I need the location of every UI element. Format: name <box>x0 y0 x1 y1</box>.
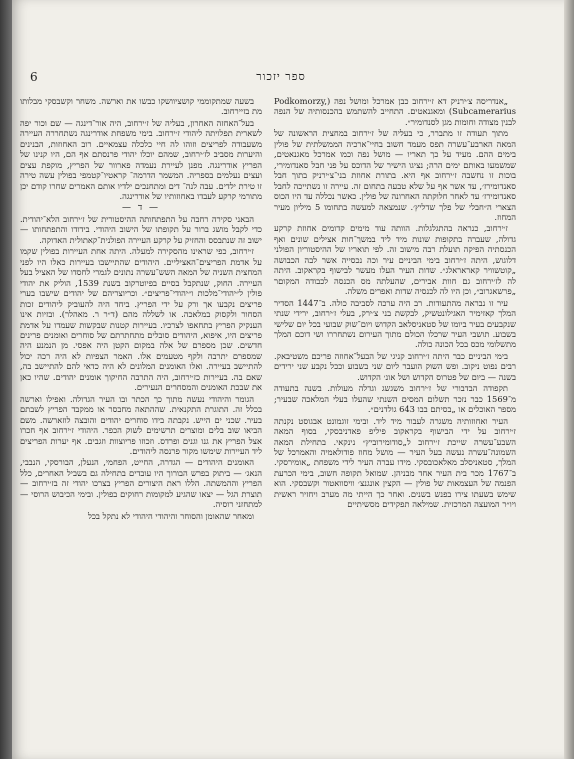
text-column-right <box>274 96 516 736</box>
paragraph: ז׳ירחוב, כנראה בהתגלגלות. הוותה עוד מימים קדומים אחוזת קרקע גדולה, שעברה בתקופות שונות מיד ליד במשך־חות אצילים שונים ואף הכנסתיה הפיקה תועלת רבה מישוב זה. לפי תואריו של ההיסטוריון הפולני דלוגוש, היתה ז׳ירחוב בימי הביניים עיר וכה נכסייה אשר לבה הכבושה „קוטשוויר קאראראלג״. שדות העיר העלו מעשר לבישוף בקראקוב. היתה לה לז׳ירחוב גם חוות אבירים, שהעלתה מס הכנסה לכבודה המקוםר „פרשאגרוב״, וכן היו לה לכנסיה שדות ואפרים משלה. <box>274 223 516 297</box>
page-edge <box>564 0 574 759</box>
section-marker: — ד — <box>121 202 161 213</box>
paragraph: האומנים היהודים — הגדרה, החייט, הפחמי, הנעלן, הבורסקי, הנבבי, הנאג׳ — ביתוק בפרש הבורוך היו עובדים בתחילה גם בשביל האחרים, כלל הפריץ וההמשתה. הללו ראת היצורים הפריץ בצרכו יהודי זה בז׳ירחוב — תוצרת הגל — יצאו שהגיע למקומות רחוקים בפולין. ובימי הכיבוש הרוסי — למתחזני רוסיה. <box>20 457 262 510</box>
book-gutter-shadow <box>0 0 12 759</box>
paragraph: „אנדריסה צ׳ירניק דא ז׳ירחוב כבן אמרכל ומושל נפה (Podkomorzy, Subcamerarius) ומאגנאטים. התחייב להשתמש בהכנסותיה של הנפה לבנין מצודה וחומות מגן לסנדומיר״. <box>274 96 516 127</box>
paragraph: עיר זו נבראה מהתעודות. רב היה ערכה לסביבה כולה. ב־1447 הסדיר המלך קאזימיר האגילונטשיק, לבקשת בני צ׳ירק, בעלי ז׳ירחוב, ירידי שנתי שנקבעים בעיר ביומו של סטאניסלאב הקדוש ויום־שוק שבועי בכל יום שלישי בשבוע. תושבי העיר שרכלו הכולם מתוך העירום נשתחררו ושי דוכם המלך מתשלומי מכס בכל הכונה כולה. <box>274 297 516 350</box>
paragraph: בימי הביניים כבר היתה ז׳ירחוב קניגי של הבעל־אחוזה פריכם משטיבאק. רבים נפוט ניקוב. ופש השוק הועבר ליום שני בשבוע וככל נקבע שני ירידים בשנה — ביום של פטרוס הקדוש ושל אונ׳ הקדוש. <box>274 350 516 382</box>
paragraph: ז׳ירחוב, כפי שראינו מהסקירה למעלה. היתה אחת העיירות בפולין שקמו על אדמת הפריצים־האציליים. היהודים שהתיישבו בעיירות כאלו היו לפני המחצית השניה של המאה השש־עשרה נתונים לגמרי לחסדו של האציל בעל העיירה. החוק, שנתקבל בסיים בפיוטרקוב בשנת 1539, הוליק את יהודי פולין ל״יהודי־מלכות ו״יהודי־פריצים״. וכריוצריהם של יהודים שישבו בערי פריצים נקבעו אך ורק על ידי הפריץ. ביחד היה להעוביק ליהודים זכות הסחור ולקסוק במלאכה. או לשללה מהם (ד״ר ר. מאהלר). ובזיות אינו הענקיק הפריץ בתחאפו לצרכיו. בעיירות קטנות שבקשות שעמדו על אדמת פריצים היו, איפוא, היהודים סובלים מתחתרתם של סוחרים ואומנים פרינים חדשים. שכן מספרם של אלה במקום הקטן היה אפסי. מן הנמנע היה שמספרם יתרבה ולקף מטעמים אלו. האמר הצפיות לא היה רכה יכול להתיישב בעיירה. ואלו האומנים המלונים לא היה כדאי להם להתיישב בה, שאם בה. בעיירות כז׳ירחוב, היה התרבה החיקוך אומנים יהודים. שהיו כאן את שבכת האומנים והמסחרים הנעירים. <box>20 246 262 393</box>
paragraph: ומאחר שהאומן והסוחר והיהודי היהודי לא נתקל בכל <box>88 510 254 521</box>
paragraph: בעל־האחזה האחרון, בעליה של ז׳ירחוב, היה אור־דינגה — שם וכור יפה לשארית תפלויתה ליהודי ז׳ירחוב. בימי משפחת אודרינגה נשתחררה העיירה משעבודה לפריצים וזוהו לה חיי כלכלה עצמאיים. רוב האחוזות, הבנינים והיערות מסביב לז׳ירחוב, שמהם יוכלו יהודי פרנסתם אף הם, היו קנינו של הפריץ אודרינגה. מפנן לעיירת נעמדה פארוור של הפריץ, מוקפת עצים ועצים נעלמים בספריה. המשמר הדרמה־ קראטיו־קטמפי בפולין עשה טירה זו טירת ילדים. עבה לנה־ דים ומתחנכים ילדיו אותם האמרים שחרו קודם יכן מתורמי קרקע לעבדו באחוזותיו של אודרינגה. <box>20 117 262 202</box>
paragraph: הגומר והיהודי נעשה מתוך כך הכתר ובו העיר הגדולה. ואפילו וארשה בכלל זה. התוגרת התקנאית. שההתאה מחבסר או ממקבד הפריץ לשבתם בעיר. שכני ים הייש. נקבתה בידו סוחרים יהודים והובצה לוזארשה. משם הביאו שוב בלים ומוצרים תרשימים לשוק הכפר. היהודי ז׳ירחוב אף חכרו אצל הפריץ את גנו וגנים ופרדס. וזכוזו פריוצוות וזגבים. אף יערות הפריצים ליד העיירות שימשו מקור פרנסה ליהודים. <box>20 393 262 456</box>
paragraph: בשעה שמתקוממי קושציוושקו כבשו את וארשה. משחר וקשבסקי מבלותו מת בזיירחוב. <box>20 96 262 117</box>
paragraph: מתוך תעודה זו מתברר, כי בעליה של ז׳ירחוב במחצית הראשונה של המאה הארבע־עשרה תפס מעמד חשוב בחיי־ארכיה הממשלתית של פולין בימים ההם. מעיד על כך תאריו — מושל נפה וכמו אמרכל מאגנאטים, שמשמעו באותם ימים הרה; נציגו הישיר של הדוכס על פני חבל סאנדומירי, בוכות זו נחשבה ז׳ירחוב אף היא. בתורת אחוזת בני־צ׳ירניק בתוך חבל סאנדומירז׳, עד אשר אף על שלא טבעה בתחום זה. עיירה זו נשתייכה לחבל סאנדומירז׳ עד לאחר חלוקתה האחרונה של פולין. כאשר נכללה עד היו הכוס הצארי ה״חבלי של פלך שדליץ׳. שנמצאה למעשה בתחומו 5 מיליון מעיר המחוז. <box>274 128 516 222</box>
page-header <box>30 70 532 90</box>
text-column-left <box>20 96 262 736</box>
page-number: 6 <box>30 70 38 84</box>
paragraph: הבאני סקירה רחבה על התפתחותה ההיסטורית של ז׳ירחוב הלא־יהודית. כדי לקבל מושג ברור על תקופתו של הישוב היהודי. בידודו והתפתחותו — ישוב זה שנתבסס והחזיק על קרקע העיירה הפולנית־קאתולית האדוקה. <box>20 213 262 245</box>
paragraph: העיר ואחוזותיה משגרה לעבור מיד ליד. ובימי זוגמונט אבגוסט נקנתה ז׳ירחוב על ידי הבישוף בקראקוב פיליפ פאדניבסקי, בסוף המאה השבע־עשרה שייכת ז׳ירחוב ל„סודומירוביץ״ נינקאי. בתחילת המאה השמונה־עשרה נעשה בעל העיר — מושל מחוז פודולאמיה והאמרכל של המלך, סטאניסלב מאלאכובסקי. מידו עברה העיר לידי משפחת „אומירסקי. ב־1767 מכר בית העיר אחד מבניהן. שמואל תקופה חשוב, בימי הכרעת הפנמה של העצמאות של פולין — הקצין אונגנצ׳ וויסוואטור וקשבסקי. הוא שימש בשעתו צירו בפנש בשנים. ואחר כך הייתי מה מערב ויחזיר ראשית ויו״ר המועצה המרכזית. שמילאה תפקידים מסשיתיים <box>274 415 516 510</box>
running-title: ספר יזכור <box>256 70 306 83</box>
paragraph: תקפודה הבדבורי של ז׳ירחוב משגשג וגדלה מעולות. בשנה בתעודה מ־1569 כבר נזכר תשלום המסים השנתי שהעלו בעלי המלאכה שבעיר; מספר האוכלים או „בסיתם בבו 643 גולדנים״. <box>274 383 516 415</box>
